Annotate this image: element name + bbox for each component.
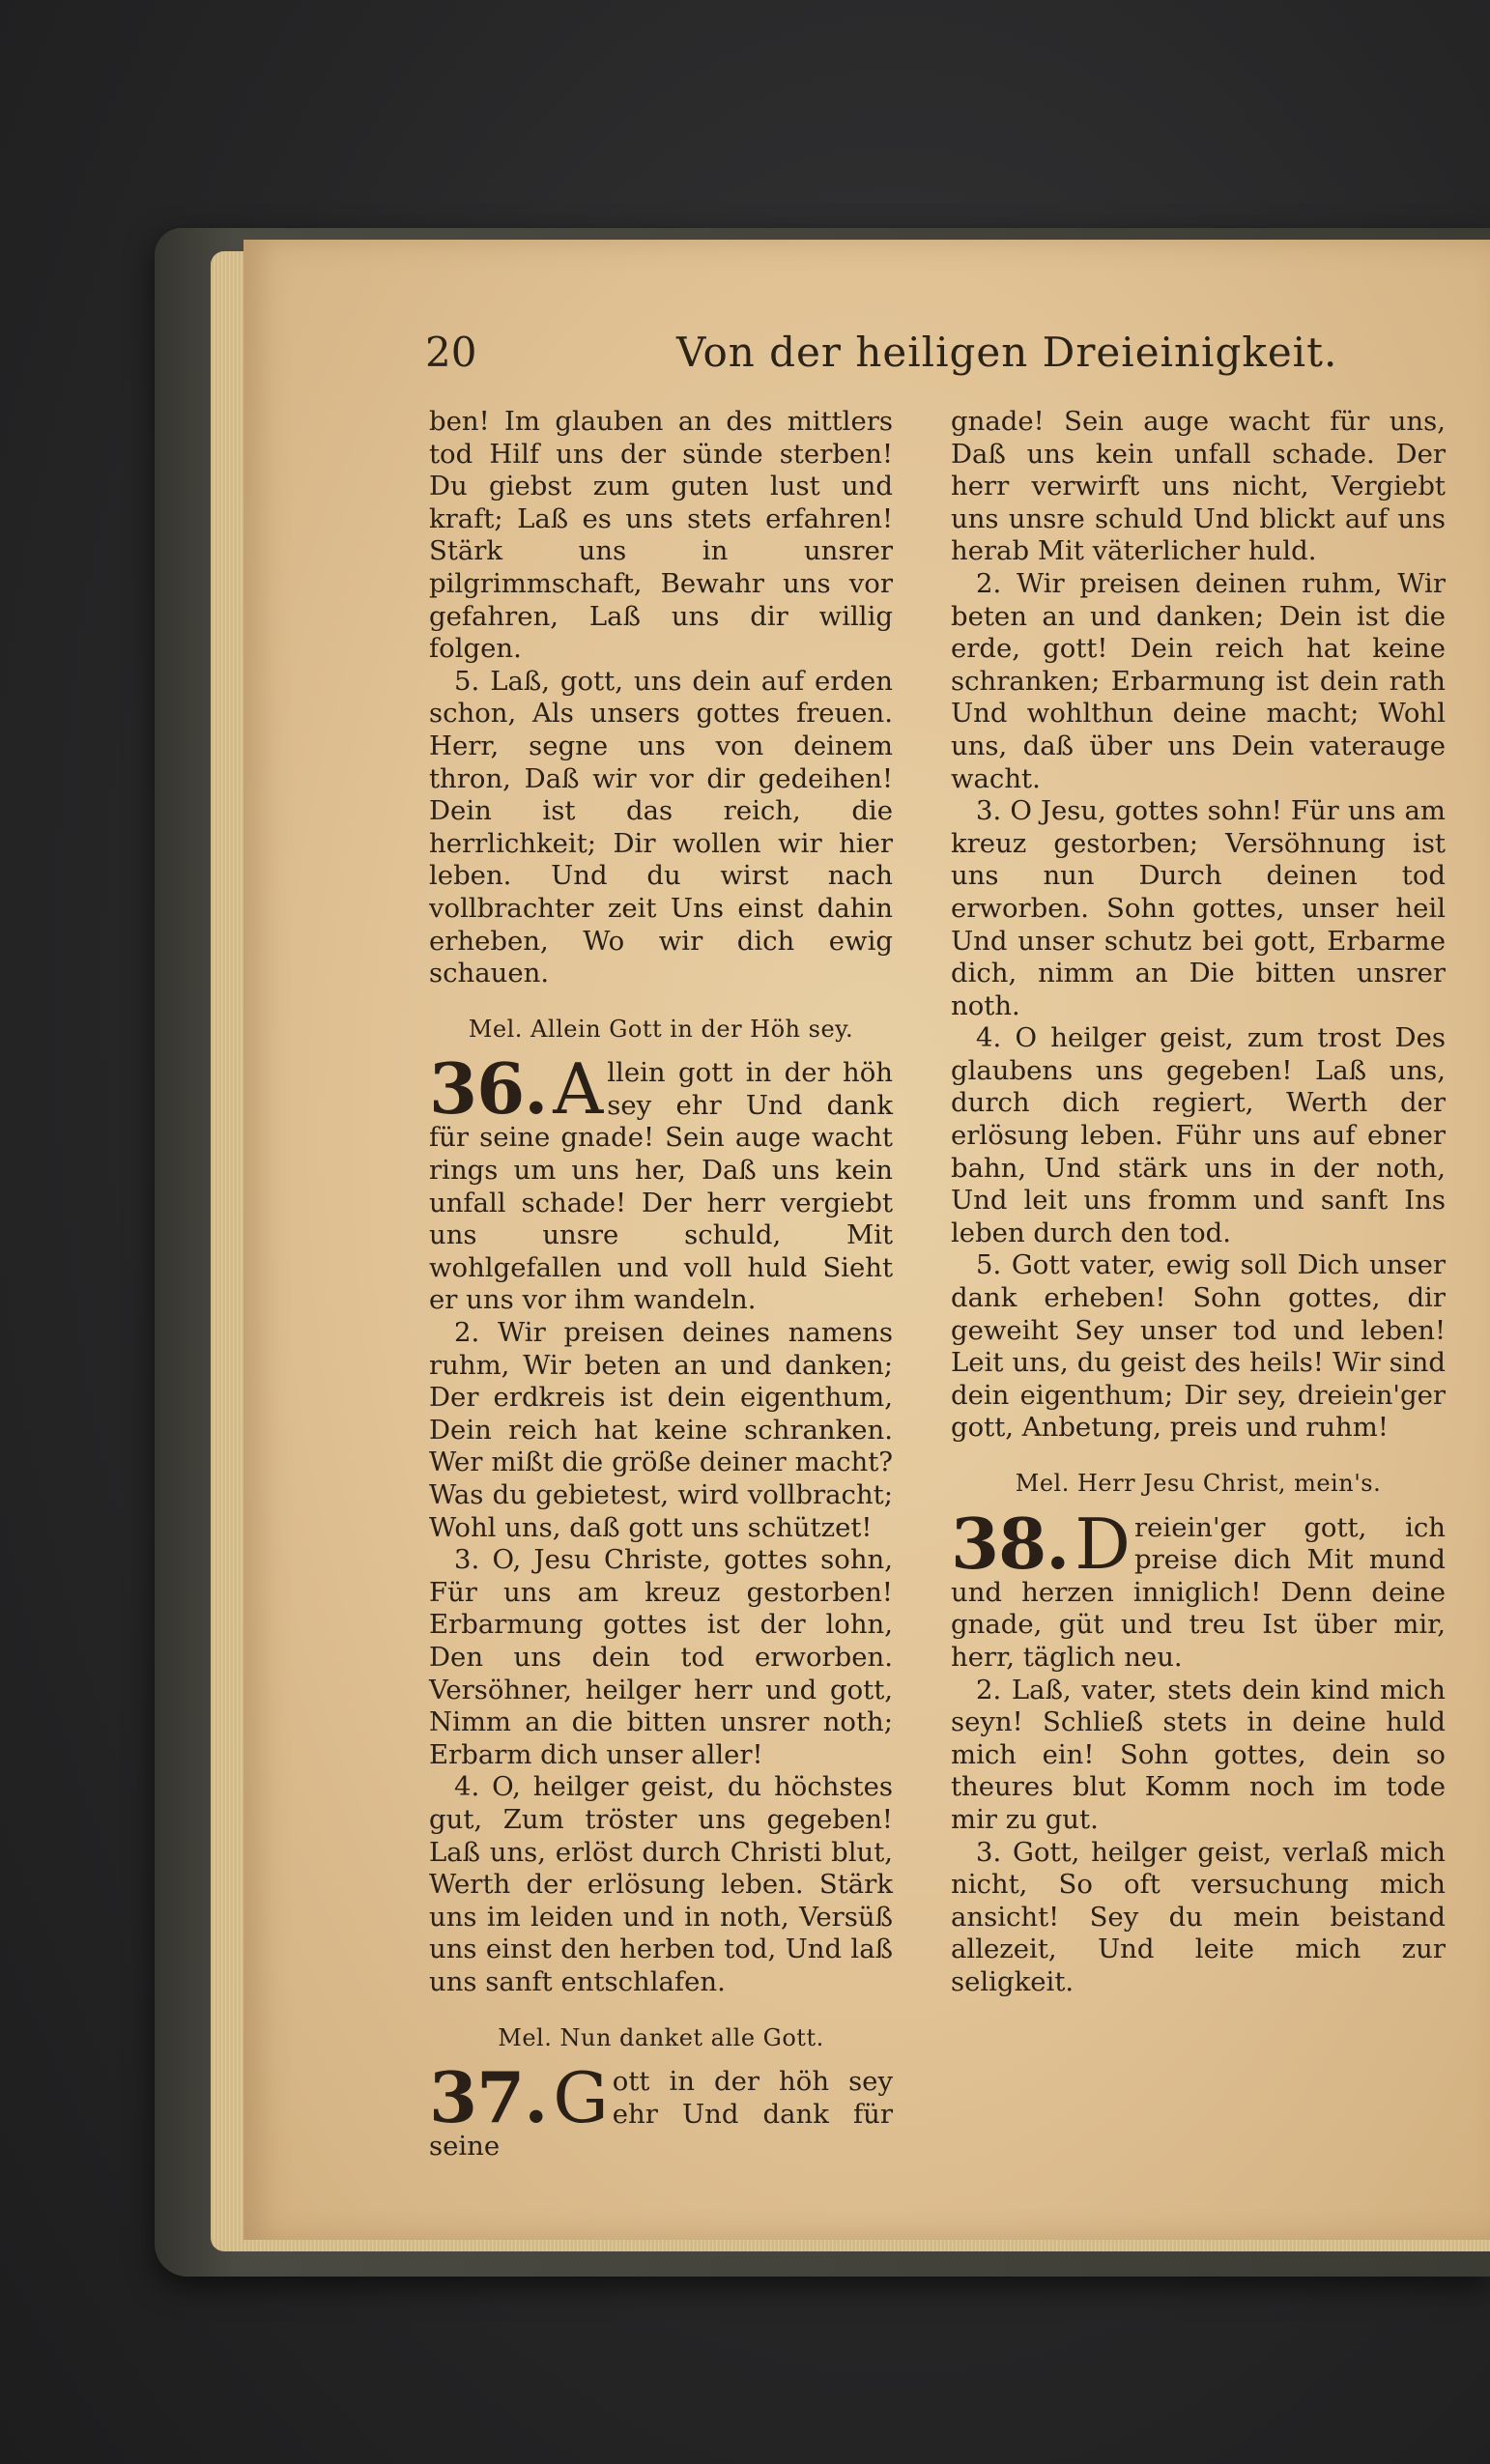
- paragraph: gnade! Sein auge wacht für uns, Daß uns kein unfall schade. Der herr verwirft uns nicht, Vergiebt uns unsre schuld Und blickt auf uns herab Mit väterlicher huld.: [951, 406, 1446, 567]
- verse: 5. Gott vater, ewig soll Dich unser dank erheben! Sohn gottes, dir geweiht Sey unser tod und leben! Leit uns, du geist des heils! Wir sind dein eigenthum; Dir sey, dreiein'ger gott, Anbetung, preis und ruhm!: [951, 1249, 1446, 1444]
- melody-line: Mel. Allein Gott in der Höh sey.: [468, 1015, 854, 1043]
- hymn-37: [429, 2056, 893, 2163]
- verse: 2. Laß, vater, stets dein kind mich seyn! Schließ stets in deine huld mich ein! Sohn gottes, dein so theures blut Komm noch im tode mir zu gut.: [951, 1674, 1446, 1835]
- drop-cap: D: [1075, 1503, 1131, 1585]
- verse: 3. Gott, heilger geist, verlaß mich nicht, So oft versuchung mich ansicht! Sey du mein beistand allezeit, Und leite mich zur seligkeit.: [951, 1836, 1446, 1997]
- verse: 2. Wir preisen deinen ruhm, Wir beten an und danken; Dein ist die erde, gott! Dein reich hat keine schranken; Erbarmung ist dein rath Und wohlthun deine macht; Wohl uns, daß über uns Dein vaterauge wacht.: [951, 567, 1446, 794]
- page-header: [425, 329, 1469, 396]
- running-title: Von der heiligen Dreieinigkeit.: [676, 329, 1338, 376]
- melody-line: Mel. Herr Jesu Christ, mein's.: [1015, 1470, 1382, 1497]
- melody-line: Mel. Nun danket alle Gott.: [498, 2023, 824, 2051]
- hymn-number: 36.: [429, 1047, 548, 1131]
- verse: 3. O Jesu, gottes sohn! Für uns am kreuz gestorben; Versöhnung ist uns nun Durch deinen tod erworben. Sohn gottes, unser heil Und unser schutz bei gott, Erbarme dich, nimm an Die bitten unsrer noth.: [951, 795, 1446, 1021]
- hymn-text: llein gott in der höh sey ehr Und dank für seine gnade! Sein auge wacht rings um uns her, Daß uns kein unfall schade! Der herr vergiebt uns unsre schuld, Mit wohlgefallen und voll huld Sieht er uns vor ihm wandeln.: [429, 1057, 893, 1316]
- drop-cap: A: [553, 1048, 604, 1131]
- hymn-number: 37.: [429, 2056, 548, 2139]
- left-column: [429, 406, 893, 2163]
- verse: 4. O heilger geist, zum trost Des glaubens uns gegeben! Laß uns, durch dich regiert, Werth der erlösung leben. Führ uns auf ebner bahn, Und stärk uns in der noth, Und leit uns fromm und sanft Ins leben durch den tod.: [951, 1022, 1446, 1248]
- hymn-36: [429, 1047, 893, 1317]
- verse: 4. O, heilger geist, du höchstes gut, Zum tröster uns gegeben! Laß uns, erlöst durch Christi blut, Werth der erlösung leben. Stärk uns im leiden und in noth, Versüß uns einst den herben tod, Und laß uns sanft entschlafen.: [429, 1771, 893, 1997]
- right-column: [951, 406, 1446, 1999]
- verse: 3. O, Jesu Christe, gottes sohn, Für uns am kreuz gestorben! Erbarmung gottes ist der lohn, Den uns dein tod erworben. Versöhner, heilger herr und gott, Nimm an die bitten unsrer noth; Erbarm dich unser aller!: [429, 1544, 893, 1770]
- verse: 2. Wir preisen deines namens ruhm, Wir beten an und danken; Der erdkreis ist dein eigenthum, Dein reich hat keine schranken. Wer mißt die größe deiner macht? Was du gebietest, wird vollbracht; Wohl uns, daß gott uns schützet!: [429, 1317, 893, 1543]
- hymn-number: 38.: [951, 1502, 1070, 1585]
- drop-cap: G: [553, 2057, 609, 2139]
- page-number: 20: [425, 329, 477, 376]
- verse: 5. Laß, gott, uns dein auf erden schon, Als unsers gottes freuen. Herr, segne uns von deinem thron, Daß wir vor dir gedeihen! Dein ist das reich, die herrlichkeit; Dir wollen wir hier leben. Und du wirst nach vollbrachter zeit Uns einst dahin erheben, Wo wir dich ewig schauen.: [429, 665, 893, 989]
- paragraph: ben! Im glauben an des mittlers tod Hilf uns der sünde sterben! Du giebst zum guten lust und kraft; Laß es uns stets erfahren! Stärk uns in unsrer pilgrimmschaft, Bewahr uns vor gefahren, Laß uns dir willig folgen.: [429, 406, 893, 665]
- hymn-text: ott in der höh sey ehr Und dank für seine: [429, 2066, 893, 2163]
- hymn-text: reiein'ger gott, ich preise dich Mit mund und herzen inniglich! Denn deine gnade, güt und treu Ist über mir, herr, täglich neu.: [951, 1511, 1446, 1673]
- hymn-38: [951, 1502, 1446, 1675]
